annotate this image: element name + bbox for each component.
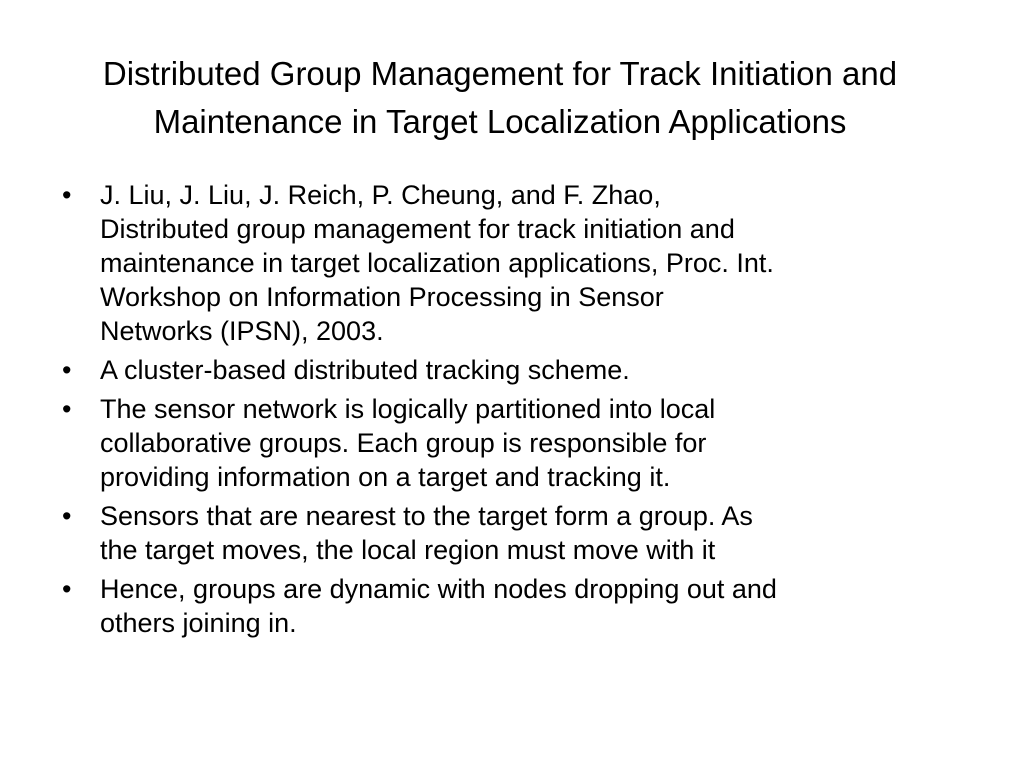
bullet-icon: • <box>62 394 72 424</box>
bullet-icon: • <box>62 501 72 531</box>
bullet-line: The sensor network is logically partitioned into local <box>100 394 716 424</box>
bullet-item-scheme <box>58 353 978 387</box>
bullet-line: Sensors that are nearest to the target form a group. As <box>100 501 753 531</box>
bullet-icon: • <box>62 180 72 210</box>
bullet-line: providing information on a target and tracking it. <box>100 462 671 492</box>
bullet-item-partition <box>58 392 978 494</box>
bullet-item-dynamic <box>58 572 978 640</box>
bullet-line: maintenance in target localization applications, Proc. Int. <box>100 248 774 278</box>
slide-title <box>0 50 1000 146</box>
bullet-line: A cluster-based distributed tracking scheme. <box>100 355 630 385</box>
bullet-line: J. Liu, J. Liu, J. Reich, P. Cheung, and F. Zhao, <box>100 180 661 210</box>
bullet-line: Hence, groups are dynamic with nodes dropping out and <box>100 574 777 604</box>
bullet-item-sensors <box>58 499 978 567</box>
bullet-line: others joining in. <box>100 608 297 638</box>
title-line: Maintenance in Target Localization Applications <box>153 103 847 140</box>
bullet-list <box>58 178 978 645</box>
bullet-item-citation <box>58 178 978 348</box>
bullet-line: Networks (IPSN), 2003. <box>100 316 384 346</box>
title-line: Distributed Group Management for Track Initiation and <box>102 55 898 92</box>
bullet-line: Workshop on Information Processing in Sensor <box>100 282 664 312</box>
bullet-line: collaborative groups. Each group is responsible for <box>100 428 707 458</box>
bullet-line: Distributed group management for track initiation and <box>100 214 735 244</box>
bullet-icon: • <box>62 355 72 385</box>
bullet-icon: • <box>62 574 72 604</box>
bullet-line: the target moves, the local region must move with it <box>100 535 716 565</box>
